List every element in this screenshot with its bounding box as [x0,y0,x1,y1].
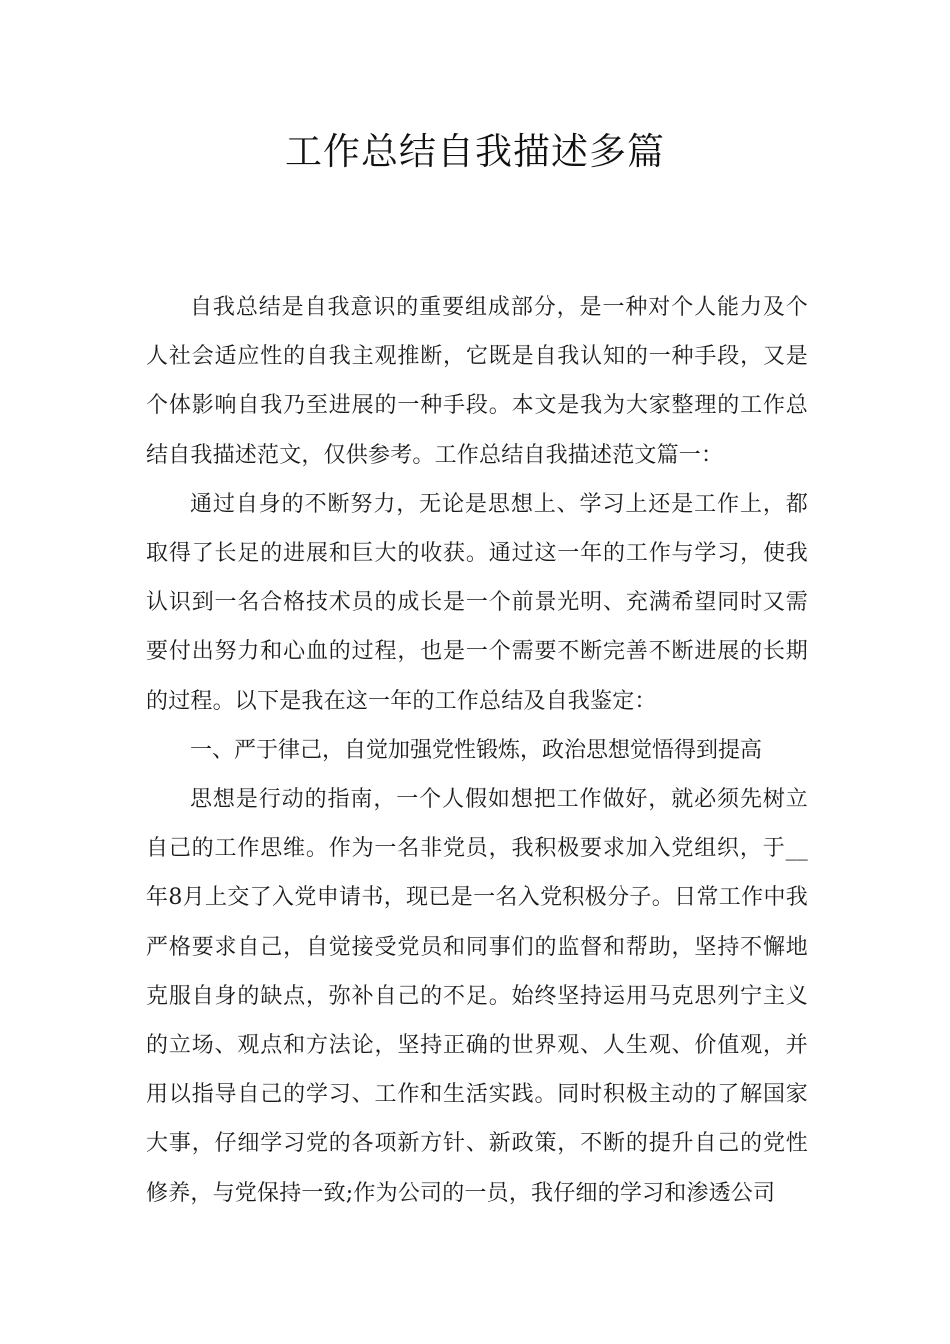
document-body [146,283,808,1218]
paragraph-summary: 通过自身的不断努力，无论是思想上、学习上还是工作上，都取得了长足的进展和巨大的收获。通过这一年的工作与学习，使我认识到一名合格技术员的成长是一个前景光明、充满希望同时又需要付出努力和心血的过程，也是一个需要不断完善不断进展的长期的过程。以下是我在这一年的工作总结及自我鉴定： [146,491,808,714]
section-heading: 一、严于律己，自觉加强党性锻炼，政治思想觉悟得到提高 [190,737,763,763]
paragraph-intro: 自我总结是自我意识的重要组成部分，是一种对个人能力及个人社会适应性的自我主观推断，它既是自我认知的一种手段，又是个体影响自我乃至进展的一种手段。本文是我为大家整理的工作总结自我描述范文，仅供参考。工作总结自我描述范文篇一： [146,295,808,468]
document-title: 工作总结自我描述多篇 [285,130,665,173]
paragraph-ideology: 思想是行动的指南，一个人假如想把工作做好，就必须先树立自己的工作思维。作为一名非党员，我积极要求加入党组织，于__年8月上交了入党申请书，现已是一名入党积极分子。日常工作中我严格要求自己，自觉接受党员和同事们的监督和帮助，坚持不懈地克服自身的缺点，弥补自己的不足。始终坚持运用马克思列宁主义的立场、观点和方法论，坚持正确的世界观、人生观、价值观，并用以指导自己的学习、工作和生活实践。同时积极主动的了解国家大事，仔细学习党的各项新方针、新政策，不断的提升自己的党性修养，与党保持一致;作为公司的一员，我仔细的学习和渗透公司 [146,787,808,1206]
